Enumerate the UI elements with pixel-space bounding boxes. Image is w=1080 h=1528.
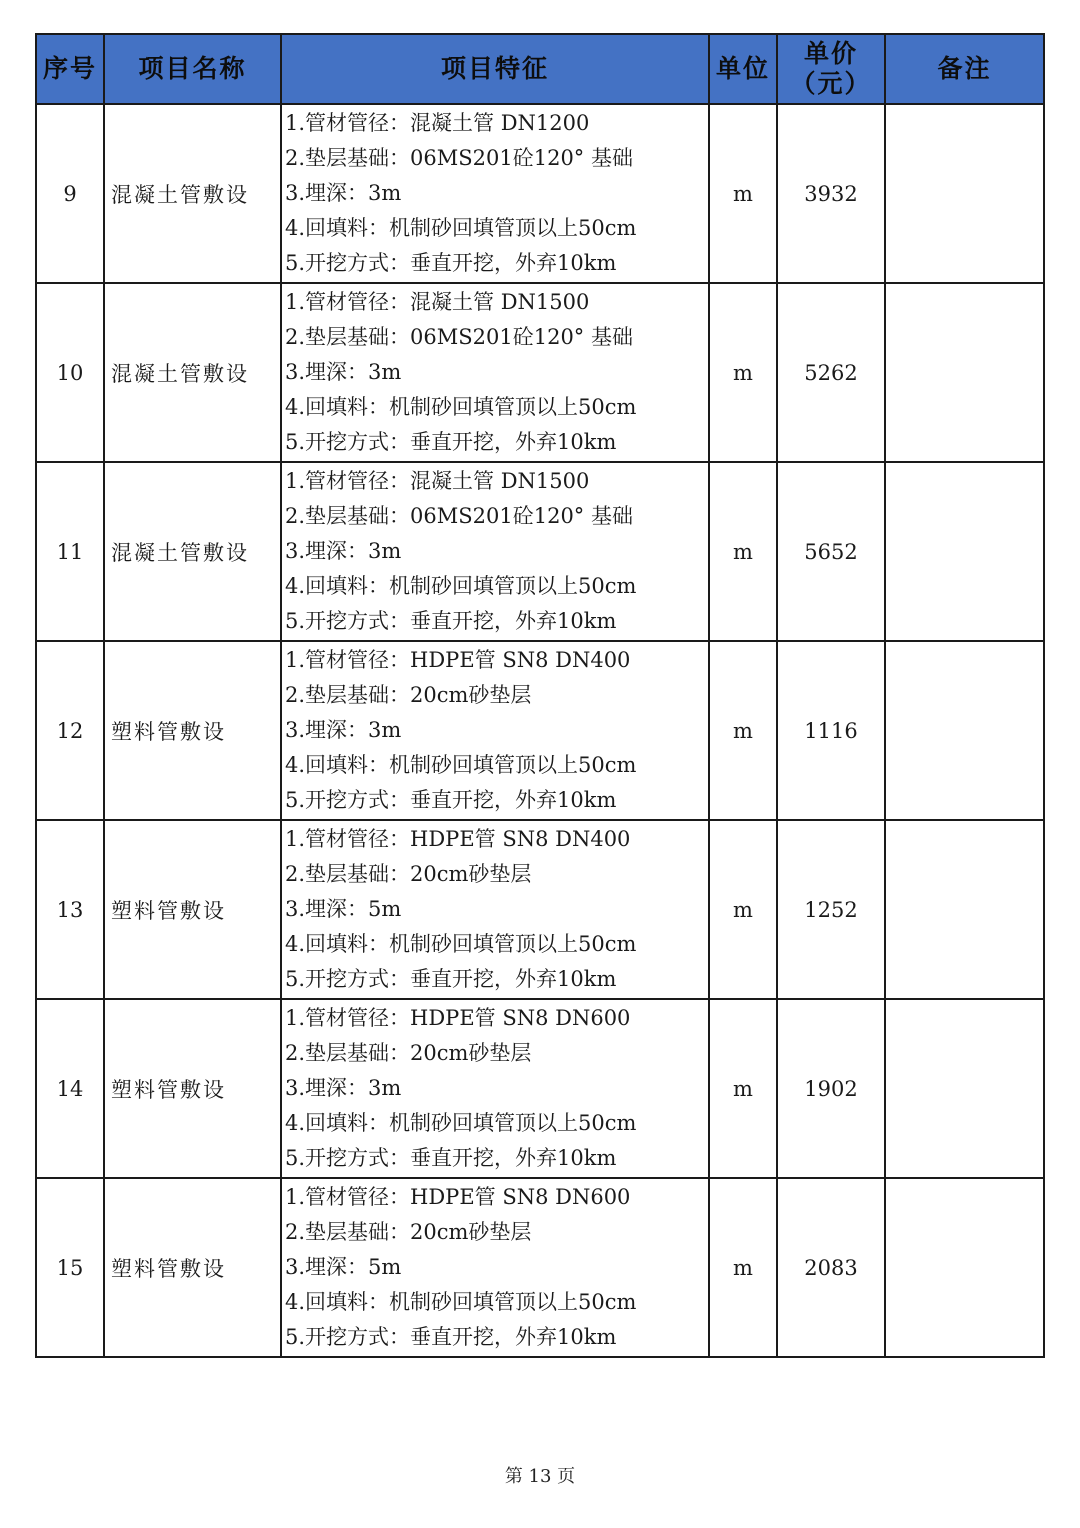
row-number: 13 bbox=[36, 820, 104, 999]
feature-line: 3.埋深：5m bbox=[285, 897, 402, 921]
feature-line: 4.回填料：机制砂回填管顶以上50cm bbox=[285, 932, 637, 956]
remark-cell bbox=[885, 1178, 1044, 1357]
item-name: 塑料管敷设 bbox=[104, 641, 281, 820]
feature-line: 2.垫层基础：20cm砂垫层 bbox=[285, 1220, 532, 1244]
row-number: 12 bbox=[36, 641, 104, 820]
item-name: 塑料管敷设 bbox=[104, 1178, 281, 1357]
feature-line: 5.开挖方式：垂直开挖，外弃10km bbox=[285, 1146, 617, 1170]
header-no: 序号 bbox=[36, 34, 104, 104]
unit-price-cell: 3932 bbox=[777, 104, 885, 283]
item-features bbox=[281, 462, 709, 641]
feature-line: 4.回填料：机制砂回填管顶以上50cm bbox=[285, 753, 637, 777]
feature-line: 4.回填料：机制砂回填管顶以上50cm bbox=[285, 395, 637, 419]
header-features: 项目特征 bbox=[281, 34, 709, 104]
remark-cell bbox=[885, 641, 1044, 820]
feature-line: 3.埋深：5m bbox=[285, 1255, 402, 1279]
feature-line: 1.管材管径：HDPE管 SN8 DN600 bbox=[285, 1185, 631, 1209]
header-remark: 备注 bbox=[885, 34, 1044, 104]
feature-line: 2.垫层基础：06MS201砼120° 基础 bbox=[285, 504, 633, 528]
table-row bbox=[36, 462, 1044, 641]
table-row bbox=[36, 641, 1044, 820]
feature-line: 3.埋深：3m bbox=[285, 539, 402, 563]
table-row bbox=[36, 1178, 1044, 1357]
table-row bbox=[36, 999, 1044, 1178]
unit-price-cell: 1902 bbox=[777, 999, 885, 1178]
feature-line: 2.垫层基础：06MS201砼120° 基础 bbox=[285, 146, 633, 170]
feature-line: 5.开挖方式：垂直开挖，外弃10km bbox=[285, 1325, 617, 1349]
unit-cell: m bbox=[709, 462, 777, 641]
table-row bbox=[36, 820, 1044, 999]
row-number: 15 bbox=[36, 1178, 104, 1357]
feature-line: 3.埋深：3m bbox=[285, 360, 402, 384]
table-header-row bbox=[36, 34, 1044, 104]
feature-line: 3.埋深：3m bbox=[285, 718, 402, 742]
feature-line: 4.回填料：机制砂回填管顶以上50cm bbox=[285, 216, 637, 240]
item-name: 塑料管敷设 bbox=[104, 999, 281, 1178]
unit-cell: m bbox=[709, 1178, 777, 1357]
item-name: 混凝土管敷设 bbox=[104, 462, 281, 641]
table-body bbox=[36, 104, 1044, 1357]
feature-line: 5.开挖方式：垂直开挖，外弃10km bbox=[285, 967, 617, 991]
unit-cell: m bbox=[709, 104, 777, 283]
item-features bbox=[281, 283, 709, 462]
feature-line: 5.开挖方式：垂直开挖，外弃10km bbox=[285, 609, 617, 633]
header-price bbox=[777, 34, 885, 104]
feature-line: 3.埋深：3m bbox=[285, 1076, 402, 1100]
feature-line: 3.埋深：3m bbox=[285, 181, 402, 205]
feature-line: 2.垫层基础：20cm砂垫层 bbox=[285, 1041, 532, 1065]
row-number: 14 bbox=[36, 999, 104, 1178]
item-features bbox=[281, 104, 709, 283]
unit-price-cell: 1116 bbox=[777, 641, 885, 820]
header-price-line2: （元） bbox=[790, 69, 872, 98]
unit-price-cell: 5262 bbox=[777, 283, 885, 462]
unit-price-cell: 1252 bbox=[777, 820, 885, 999]
feature-line: 2.垫层基础：06MS201砼120° 基础 bbox=[285, 325, 633, 349]
feature-line: 5.开挖方式：垂直开挖，外弃10km bbox=[285, 251, 617, 275]
item-features bbox=[281, 999, 709, 1178]
item-features bbox=[281, 820, 709, 999]
feature-line: 2.垫层基础：20cm砂垫层 bbox=[285, 683, 532, 707]
page-number: 第 13 页 bbox=[504, 1466, 576, 1487]
feature-line: 4.回填料：机制砂回填管顶以上50cm bbox=[285, 1111, 637, 1135]
item-features bbox=[281, 1178, 709, 1357]
feature-line: 1.管材管径：混凝土管 DN1500 bbox=[285, 469, 590, 493]
item-name: 混凝土管敷设 bbox=[104, 283, 281, 462]
feature-line: 4.回填料：机制砂回填管顶以上50cm bbox=[285, 574, 637, 598]
item-name: 塑料管敷设 bbox=[104, 820, 281, 999]
feature-line: 5.开挖方式：垂直开挖，外弃10km bbox=[285, 788, 617, 812]
feature-line: 1.管材管径：HDPE管 SN8 DN600 bbox=[285, 1006, 631, 1030]
unit-price-cell: 5652 bbox=[777, 462, 885, 641]
remark-cell bbox=[885, 462, 1044, 641]
feature-line: 4.回填料：机制砂回填管顶以上50cm bbox=[285, 1290, 637, 1314]
row-number: 10 bbox=[36, 283, 104, 462]
row-number: 11 bbox=[36, 462, 104, 641]
unit-cell: m bbox=[709, 283, 777, 462]
remark-cell bbox=[885, 999, 1044, 1178]
table-row bbox=[36, 283, 1044, 462]
remark-cell bbox=[885, 820, 1044, 999]
feature-line: 1.管材管径：HDPE管 SN8 DN400 bbox=[285, 648, 631, 672]
unit-cell: m bbox=[709, 999, 777, 1178]
item-features bbox=[281, 641, 709, 820]
feature-line: 1.管材管径：混凝土管 DN1500 bbox=[285, 290, 590, 314]
feature-line: 1.管材管径：HDPE管 SN8 DN400 bbox=[285, 827, 631, 851]
header-price-line1: 单价 bbox=[803, 39, 858, 68]
bill-of-quantities-table bbox=[35, 33, 1045, 1358]
header-name: 项目名称 bbox=[104, 34, 281, 104]
item-name: 混凝土管敷设 bbox=[104, 104, 281, 283]
remark-cell bbox=[885, 104, 1044, 283]
unit-cell: m bbox=[709, 820, 777, 999]
header-unit: 单位 bbox=[709, 34, 777, 104]
unit-price-cell: 2083 bbox=[777, 1178, 885, 1357]
table-row bbox=[36, 104, 1044, 283]
remark-cell bbox=[885, 283, 1044, 462]
feature-line: 1.管材管径：混凝土管 DN1200 bbox=[285, 111, 590, 135]
unit-cell: m bbox=[709, 641, 777, 820]
feature-line: 2.垫层基础：20cm砂垫层 bbox=[285, 862, 532, 886]
feature-line: 5.开挖方式：垂直开挖，外弃10km bbox=[285, 430, 617, 454]
row-number: 9 bbox=[36, 104, 104, 283]
